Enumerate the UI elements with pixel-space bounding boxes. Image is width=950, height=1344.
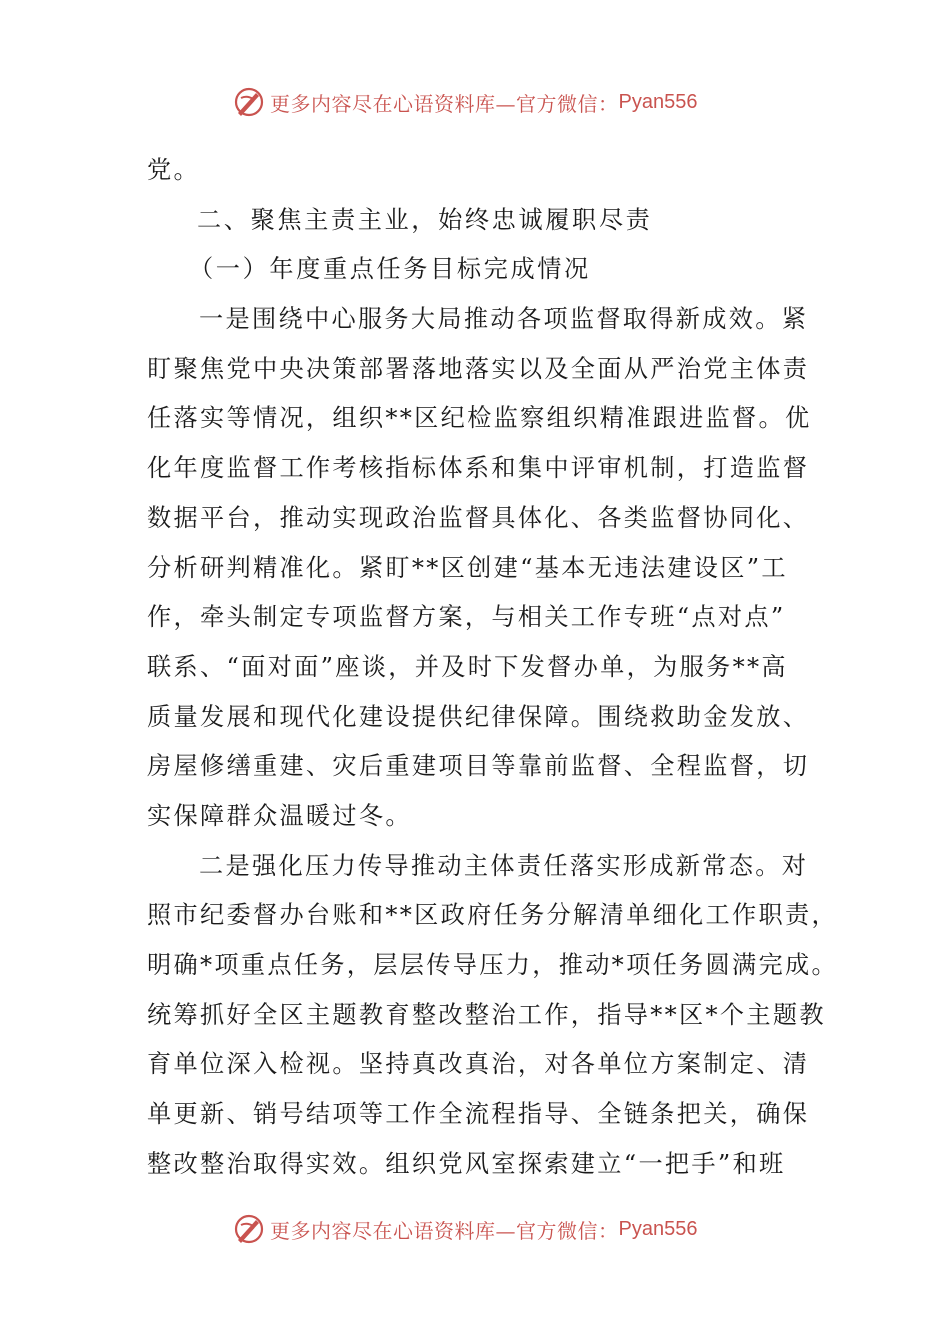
subsection-heading: （一）年度重点任务目标完成情况 [189, 255, 591, 284]
footer-watermark [0, 1209, 950, 1249]
text-line: 联系、“面对面”座谈，并及时下发督办单，为服务**高 [147, 652, 788, 681]
document-body [147, 146, 838, 1189]
pen-logo-icon [232, 85, 266, 119]
text-line: 化年度监督工作考核指标体系和集中评审机制，打造监督 [147, 454, 810, 483]
watermark-wechat-id: Pyan556 [618, 1217, 698, 1240]
watermark-text: 更多内容尽在心语资料库—官方微信： [270, 1218, 619, 1243]
text-line: 党。 [147, 156, 200, 184]
pen-logo-icon [232, 1212, 266, 1246]
watermark-text: 更多内容尽在心语资料库—官方微信： [270, 91, 619, 116]
text-line: 质量发展和现代化建设提供纪律保障。围绕救助金发放、 [147, 702, 810, 731]
text-line: 照市纪委督办台账和**区政府任务分解清单细化工作职责， [147, 901, 838, 930]
text-line: 作，牵头制定专项监督方案，与相关工作专班“点对点” [147, 603, 786, 632]
section-heading: 二、聚焦主责主业，始终忠诚履职尽责 [197, 205, 653, 234]
paragraph-first-line: 二是强化压力传导推动主体责任落实形成新常态。对 [199, 851, 809, 880]
text-line: 分析研判精准化。紧盯**区创建“基本无违法建设区”工 [147, 553, 788, 582]
text-line: 育单位深入检视。坚持真改真治，对各单位方案制定、清 [147, 1050, 810, 1079]
watermark-wechat-id: Pyan556 [618, 90, 698, 113]
text-line: 单更新、销号结项等工作全流程指导、全链条把关，确保 [147, 1100, 810, 1129]
text-line: 明确*项重点任务，层层传导压力，推动*项任务圆满完成。 [147, 951, 838, 979]
paragraph-first-line: 一是围绕中心服务大局推动各项监督取得新成效。紧 [199, 305, 809, 334]
text-line: 整改整治取得实效。组织党风室探索建立“一把手”和班 [147, 1149, 786, 1178]
text-line: 统筹抓好全区主题教育整改整治工作，指导**区*个主题教 [147, 1000, 826, 1029]
text-line: 房屋修缮重建、灾后重建项目等靠前监督、全程监督，切 [147, 752, 810, 781]
text-line: 数据平台，推动实现政治监督具体化、各类监督协同化、 [147, 503, 810, 532]
text-line: 盯聚焦党中央决策部署落地落实以及全面从严治党主体责 [147, 354, 810, 383]
text-line: 任落实等情况，组织**区纪检监察组织精准跟进监督。优 [147, 404, 812, 433]
header-watermark [0, 82, 950, 122]
text-line: 实保障群众温暖过冬。 [147, 801, 412, 830]
